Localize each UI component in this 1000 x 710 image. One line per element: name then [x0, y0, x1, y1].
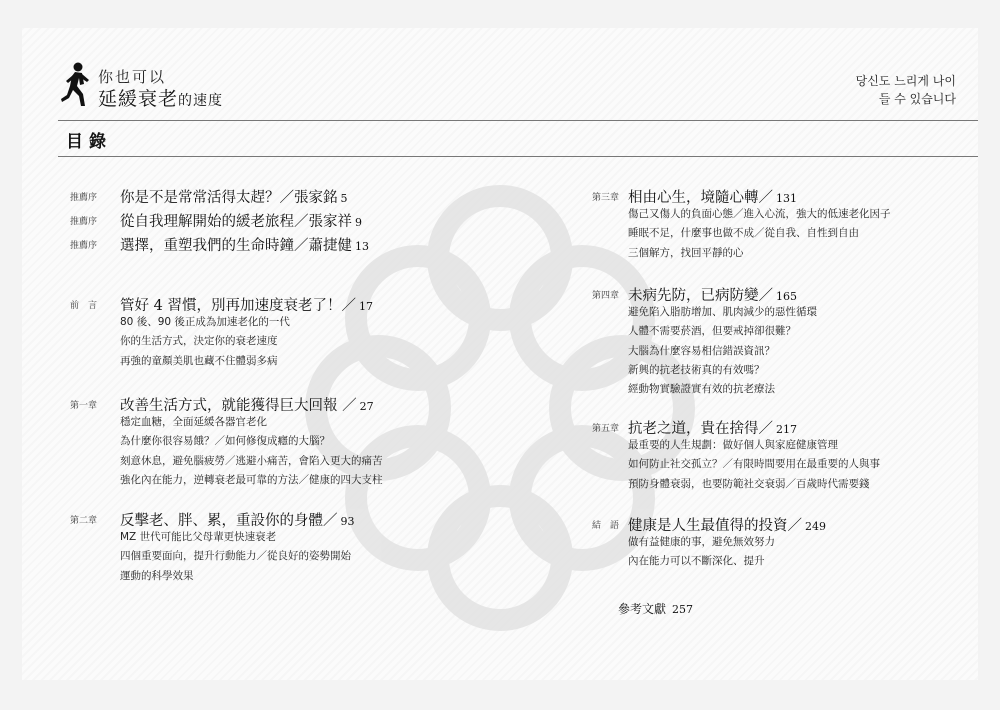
chapter-label: 結 語 — [592, 521, 620, 531]
korean-line1: 당신도 느리게 나이 — [855, 74, 956, 88]
section-item: 預防身體衰弱，也要防範社交衰弱／百歲時代需要錢 — [628, 477, 870, 490]
runner-icon — [58, 62, 92, 108]
chapter-label: 第四章 — [592, 291, 620, 301]
section-item: 大腦為什麼容易相信錯誤資訊？ — [628, 344, 775, 357]
korean-title — [856, 72, 956, 108]
chapter-title[interactable] — [120, 186, 348, 207]
chapter-title-text: 管好 4 習慣，別再加速度衰老了！／ — [120, 298, 356, 314]
logo-line2-small: 的速度 — [178, 93, 224, 109]
chapter-title-text: 你是不是常常活得太趕？／張家銘 — [120, 190, 338, 206]
chapter-label: 第二章 — [70, 516, 98, 526]
section-item: 四個重要面向，提升行動能力／從良好的姿勢開始 — [120, 550, 351, 563]
chapter-title[interactable] — [120, 394, 374, 415]
chapter-page: 13 — [355, 240, 369, 253]
chapter-page: 9 — [355, 216, 362, 229]
section-item: 最重要的人生規劃：做好個人與家庭健康管理 — [628, 439, 838, 451]
section-item: 你的生活方式，決定你的衰老速度 — [120, 335, 278, 348]
chapter-title[interactable] — [628, 514, 826, 535]
chapter-page: 27 — [359, 400, 374, 413]
chapter-label: 第三章 — [592, 193, 620, 203]
chapter-title[interactable] — [120, 294, 373, 315]
korean-line2: 들 수 있습니다 — [878, 92, 956, 106]
chapter-title-text: 選擇，重塑我們的生命時鐘／蕭捷健 — [120, 238, 352, 254]
toc-page — [22, 28, 978, 680]
references-entry[interactable] — [618, 600, 693, 617]
section-item: 為什麼你很容易餓？／如何修復成癮的大腦？ — [120, 435, 330, 448]
chapter-title[interactable] — [628, 417, 797, 438]
section-item: 睡眠不足，什麼事也做不成／從自我、自性到自由 — [628, 227, 859, 240]
chapter-title[interactable] — [628, 284, 797, 305]
references-page: 257 — [672, 603, 694, 616]
section-item: 強化內在能力，逆轉衰老最可靠的方法／健康的四大支柱 — [120, 473, 383, 486]
top-rule — [58, 120, 978, 121]
section-item: 穩定血糖，全面延緩各器官老化 — [120, 416, 267, 428]
chapter-title-text: 抗老之道，貴在捨得／ — [628, 421, 773, 437]
section-item: 如何防止社交孤立？／有限時間要用在最重要的人與事 — [628, 458, 880, 471]
page-header — [22, 28, 978, 108]
toc-title: 目錄 — [66, 132, 112, 152]
section-item: 人體不需要菸酒，但要戒掉卻很難？ — [628, 325, 796, 338]
chapter-page: 165 — [776, 290, 797, 303]
chapter-title-text: 改善生活方式，就能獲得巨大回報 ／ — [120, 398, 357, 414]
chapter-label: 第一章 — [70, 401, 98, 411]
chapter-title-text: 相由心生，境隨心轉／ — [628, 190, 773, 206]
chapter-title[interactable] — [120, 509, 355, 530]
chapter-title-text: 未病先防，已病防變／ — [628, 288, 773, 304]
logo-line2-main: 延緩衰老 — [98, 88, 179, 110]
chapter-label: 前 言 — [70, 301, 98, 311]
chapter-page: 17 — [358, 300, 373, 313]
chapter-page: 93 — [340, 515, 355, 528]
chapter-title[interactable] — [120, 210, 362, 231]
title-rule — [58, 156, 978, 157]
references-title: 參考文獻 — [618, 602, 667, 616]
chapter-page: 249 — [805, 520, 826, 533]
section-item: MZ 世代可能比父母輩更快速衰老 — [120, 531, 277, 543]
section-item: 避免陷入脂肪增加、肌肉減少的惡性循環 — [628, 306, 817, 318]
chapter-title-text: 反擊老、胖、累，重設你的身體／ — [120, 513, 338, 529]
section-item: 三個解方，找回平靜的心 — [628, 246, 744, 259]
section-item: 傷己又傷人的負面心態／進入心流，強大的低速老化因子 — [628, 208, 891, 220]
section-item: 經動物實驗證實有效的抗老療法 — [628, 383, 775, 396]
chapter-title-text: 健康是人生最值得的投資／ — [628, 518, 802, 534]
chapter-title[interactable] — [120, 234, 369, 255]
section-item: 做有益健康的事，避免無效努力 — [628, 536, 775, 548]
section-item: 刻意休息，避免腦疲勞／逃避小痛苦，會陷入更大的痛苦 — [120, 454, 383, 467]
chapter-page: 5 — [340, 192, 348, 205]
chapter-title-text: 從自我理解開始的緩老旅程／張家祥 — [120, 214, 352, 230]
chapter-title[interactable] — [628, 186, 797, 207]
chapter-page: 217 — [776, 423, 797, 436]
section-item: 新興的抗老技術真的有效嗎？ — [628, 363, 765, 376]
section-item: 80 後、90 後正成為加速老化的一代 — [120, 316, 290, 328]
chapter-label: 第五章 — [592, 424, 620, 434]
chapter-page: 131 — [776, 192, 797, 205]
section-item: 運動的科學效果 — [120, 569, 194, 582]
logo-line2 — [98, 84, 223, 111]
chapter-label: 推薦序 — [70, 193, 98, 203]
section-item: 內在能力可以不斷深化、提升 — [628, 555, 765, 568]
chapter-label: 推薦序 — [70, 217, 98, 227]
chapter-label: 推薦序 — [70, 241, 98, 251]
logo-line1: 你也可以 — [98, 68, 167, 86]
section-item: 再強的童顏美肌也藏不住體弱多病 — [120, 354, 278, 367]
